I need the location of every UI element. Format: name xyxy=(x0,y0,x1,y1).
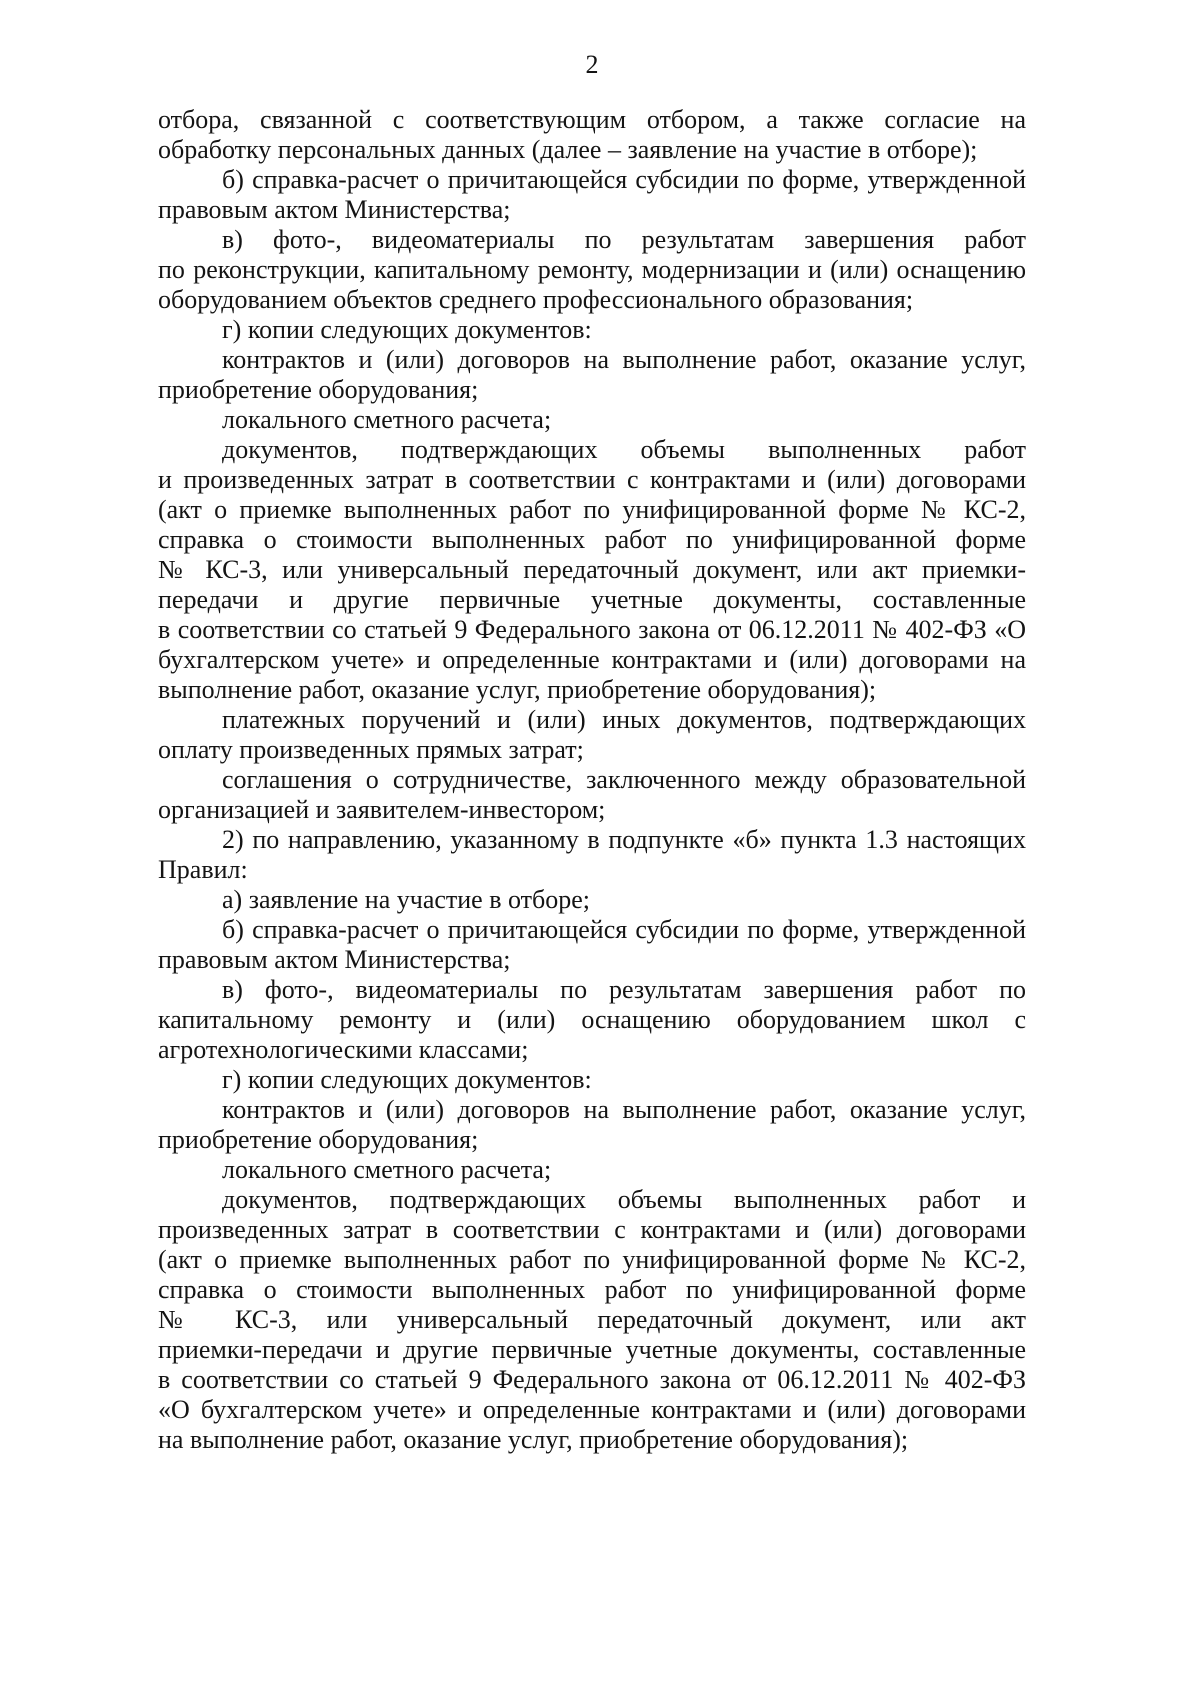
text-line: Правил: xyxy=(158,855,248,884)
paragraph xyxy=(158,345,1026,405)
paragraph xyxy=(158,885,1026,915)
paragraph xyxy=(158,1065,1026,1095)
text-line: в) фото-, видеоматериалы по результатам завершения работ xyxy=(222,225,1026,254)
paragraph xyxy=(158,765,1026,825)
text-line: 2) по направлению, указанному в подпункте «б» пункта 1.3 настоящих xyxy=(222,825,1026,854)
text-line: локального сметного расчета; xyxy=(222,1155,552,1184)
text-line: капитальному ремонту и (или) оснащению оборудованием школ с xyxy=(158,1005,1026,1034)
text-line: агротехнологическими классами; xyxy=(158,1035,529,1064)
text-line: обработку персональных данных (далее – заявление на участие в отборе); xyxy=(158,135,978,164)
paragraph xyxy=(158,1095,1026,1155)
paragraph xyxy=(158,105,1026,165)
text-line: справка о стоимости выполненных работ по унифицированной форме xyxy=(158,525,1026,554)
document-body xyxy=(158,105,1026,1455)
paragraph xyxy=(158,225,1026,315)
text-line: выполнение работ, оказание услуг, приобретение оборудования); xyxy=(158,675,877,704)
text-line: справка о стоимости выполненных работ по унифицированной форме xyxy=(158,1275,1026,1304)
text-line: произведенных затрат в соответствии с контрактами и (или) договорами xyxy=(158,1215,1026,1244)
text-line: организацией и заявителем-инвестором; xyxy=(158,795,606,824)
paragraph xyxy=(158,825,1026,885)
paragraph xyxy=(158,915,1026,975)
page-number: 2 xyxy=(585,50,599,79)
text-line: оплату произведенных прямых затрат; xyxy=(158,735,584,764)
text-line: документов, подтверждающих объемы выполненных работ и xyxy=(222,1185,1026,1214)
paragraph xyxy=(158,315,1026,345)
text-line: правовым актом Министерства; xyxy=(158,195,511,224)
text-line: (акт о приемке выполненных работ по унифицированной форме № КС-2, xyxy=(158,495,1026,524)
text-line: бухгалтерском учете» и определенные контрактами и (или) договорами на xyxy=(158,645,1026,674)
text-line: приемки-передачи и другие первичные учетные документы, составленные xyxy=(158,1335,1026,1364)
paragraph xyxy=(158,975,1026,1065)
text-line: оборудованием объектов среднего профессионального образования; xyxy=(158,285,914,314)
text-line: г) копии следующих документов: xyxy=(222,1065,592,1094)
text-line: № КС-3, или универсальный передаточный документ, или акт xyxy=(158,1305,1026,1334)
text-line: передачи и другие первичные учетные документы, составленные xyxy=(158,585,1026,614)
text-line: на выполнение работ, оказание услуг, приобретение оборудования); xyxy=(158,1425,909,1454)
text-line: в) фото-, видеоматериалы по результатам завершения работ по xyxy=(222,975,1026,1004)
text-line: документов, подтверждающих объемы выполненных работ xyxy=(222,435,1026,464)
text-line: «О бухгалтерском учете» и определенные контрактами и (или) договорами xyxy=(158,1395,1026,1424)
paragraph xyxy=(158,405,1026,435)
text-line: правовым актом Министерства; xyxy=(158,945,511,974)
text-line: г) копии следующих документов: xyxy=(222,315,592,344)
text-line: отбора, связанной с соответствующим отбором, а также согласие на xyxy=(158,105,1026,134)
text-line: контрактов и (или) договоров на выполнение работ, оказание услуг, xyxy=(222,1095,1026,1124)
text-line: б) справка-расчет о причитающейся субсидии по форме, утвержденной xyxy=(222,915,1026,944)
paragraph xyxy=(158,165,1026,225)
text-line: платежных поручений и (или) иных документов, подтверждающих xyxy=(222,705,1026,734)
text-line: (акт о приемке выполненных работ по унифицированной форме № КС-2, xyxy=(158,1245,1026,1274)
paragraph xyxy=(158,1155,1026,1185)
text-line: а) заявление на участие в отборе; xyxy=(222,885,590,914)
text-line: приобретение оборудования; xyxy=(158,375,479,404)
text-line: соглашения о сотрудничестве, заключенного между образовательной xyxy=(222,765,1026,794)
text-line: приобретение оборудования; xyxy=(158,1125,479,1154)
text-line: локального сметного расчета; xyxy=(222,405,552,434)
text-line: и произведенных затрат в соответствии с контрактами и (или) договорами xyxy=(158,465,1026,494)
paragraph xyxy=(158,705,1026,765)
text-line: по реконструкции, капитальному ремонту, модернизации и (или) оснащению xyxy=(158,255,1026,284)
paragraph xyxy=(158,1185,1026,1455)
text-line: б) справка-расчет о причитающейся субсидии по форме, утвержденной xyxy=(222,165,1026,194)
paragraph xyxy=(158,435,1026,705)
text-line: № КС-3, или универсальный передаточный документ, или акт приемки- xyxy=(158,555,1026,584)
text-line: в соответствии со статьей 9 Федерального закона от 06.12.2011 № 402-ФЗ «О xyxy=(158,615,1026,644)
text-line: в соответствии со статьей 9 Федерального закона от 06.12.2011 № 402-ФЗ xyxy=(158,1365,1026,1394)
text-line: контрактов и (или) договоров на выполнение работ, оказание услуг, xyxy=(222,345,1026,374)
